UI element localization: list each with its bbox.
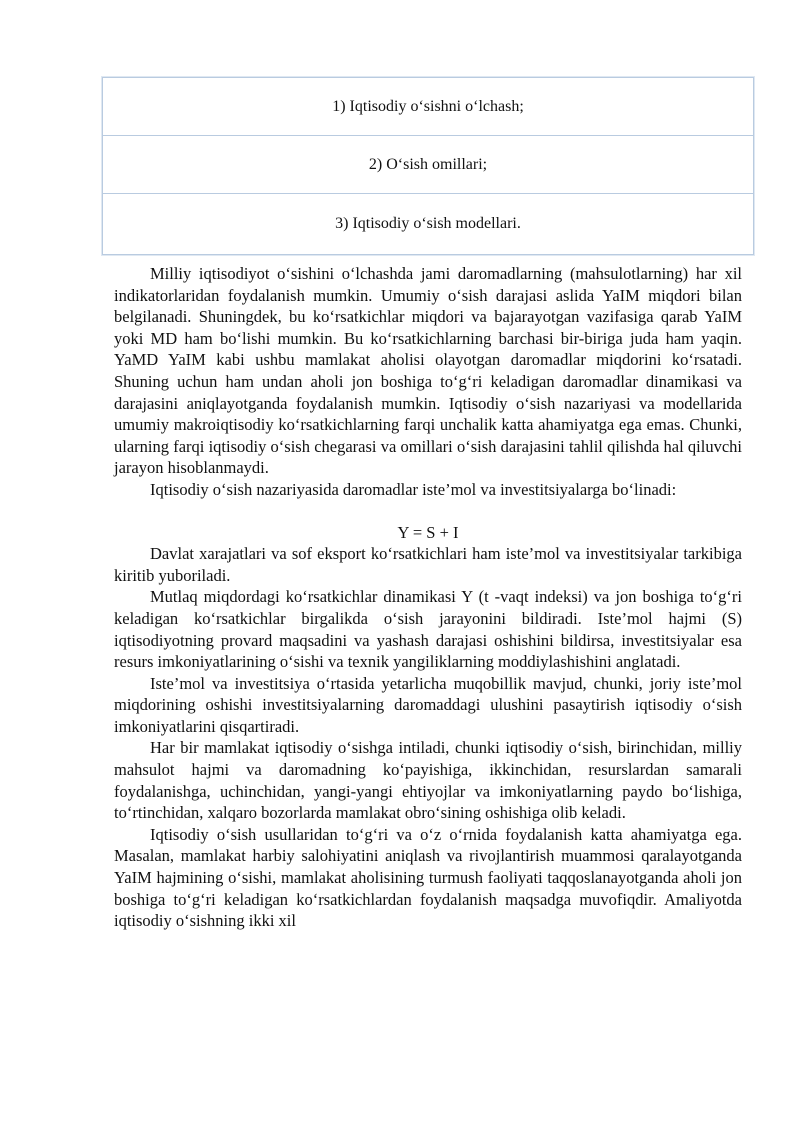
paragraph-absolute-indicators: Mutlaq miqdordagi ko‘rsatkichlar dinamikasi Y (t -vaqt indeksi) va jon boshiga to‘g‘ri keladigan ko‘rsatkichlar birgalikda o‘sish jarayonini bildiradi. Iste’mol hajmi (S) iqtisodiyotning provard maqsadini va yashash darajasi oshishini bildirsa, investitsiyalar esa resurs imkoniyatlarining o‘sishi va texnik yangiliklarning moddiylashishini anglatadi.: [114, 587, 742, 672]
paragraph-government-spending: Davlat xarajatlari va sof eksport ko‘rsatkichlari ham iste’mol va investitsiyalar tarkibiga kiritib yuboriladi.: [114, 544, 742, 585]
paragraph-consumption-investment: Iste’mol va investitsiya o‘rtasida yetarlicha muqobillik mavjud, chunki, joriy iste’mol miqdorining oshishi investitsiyalarning daromaddagi ulushini pasaytirish iqtisodiy o‘sish imkoniyatlarini qisqartiradi.: [114, 673, 742, 736]
paragraph-income-split: Iqtisodiy o‘sish nazariyasida daromadlar iste’mol va investitsiyalarga bo‘linadi:: [150, 479, 677, 499]
outline-item-growth-models: 3) Iqtisodiy o‘sish modellari.: [335, 215, 521, 232]
paragraph-growth-measurement: Milliy iqtisodiyot o‘sishini o‘lchashda jami daromadlarning (mahsulotlarning) har xil indikatorlaridan foydalanish mumkin. Umumiy o‘sish darajasi aslida YaIM miqdori bilan belgilanadi. Shuningdek, bu ko‘rsatkichlar miqdori va bajarayotgan vazifasiga qarab YaIM yoki MD ham bo‘lishi mumkin. Bu ko‘rsatkichlarning barchasi bir-biriga juda ham yaqin. YaMD YaIM kabi ushbu mamlakat aholisi olayotgan daromadlar miqdorini ko‘rsatadi. Shuning uchun ham undan aholi jon boshiga to‘g‘ri keladigan daromadlar dinamikasi va darajasini aniqlayotganda foydalanish mumkin. Iqtisodiy o‘sish nazariyasi va modellarida umumiy makroiqtisodiy ko‘rsatkichlarning farqi unchalik katta ahamiyatga ega emas. Chunki, ularning farqi iqtisodiy o‘sish chegarasi va omillari o‘sish darajasini tahlil qilishda hal qiluvchi jarayon hisoblanmaydi.: [114, 264, 742, 478]
outline-item-growth-factors: 2) O‘sish omillari;: [103, 136, 753, 194]
paragraph-growth-methods: Iqtisodiy o‘sish usullaridan to‘g‘ri va o‘z o‘rnida foydalanish katta ahamiyatga ega. Masalan, mamlakat harbiy salohiyatini aniqlash va rivojlantirish muammosi qaralayotganda YaIM hajmining o‘sishi, mamlakat aholisining turmush faoliyati taqqoslanayotganda aholi jon boshiga to‘g‘ri keladigan ko‘rsatkichlardan foydalanish maqsadga muvofiqdir. Amaliyotda iqtisodiy o‘sishning ikki xil: [114, 824, 742, 931]
outline-item-measurement: 1) Iqtisodiy o‘sishni o‘lchash;: [103, 78, 753, 136]
document-body: [114, 263, 742, 932]
lecture-outline-table: [102, 77, 754, 255]
income-formula: Y = S + I: [397, 522, 459, 542]
paragraph-growth-benefits: Har bir mamlakat iqtisodiy o‘sishga intiladi, chunki iqtisodiy o‘sish, birinchidan, milliy mahsulot hajmi va daromadning ko‘payishiga, ikkinchidan, resurslardan samarali foydalanishga, uchinchidan, yangi-yangi ehtiyojlar va imkoniyatlarning paydo bo‘lishiga, to‘rtinchidan, xalqaro bozorlarda mamlakat obro‘sining oshishiga olib keladi.: [114, 738, 742, 823]
